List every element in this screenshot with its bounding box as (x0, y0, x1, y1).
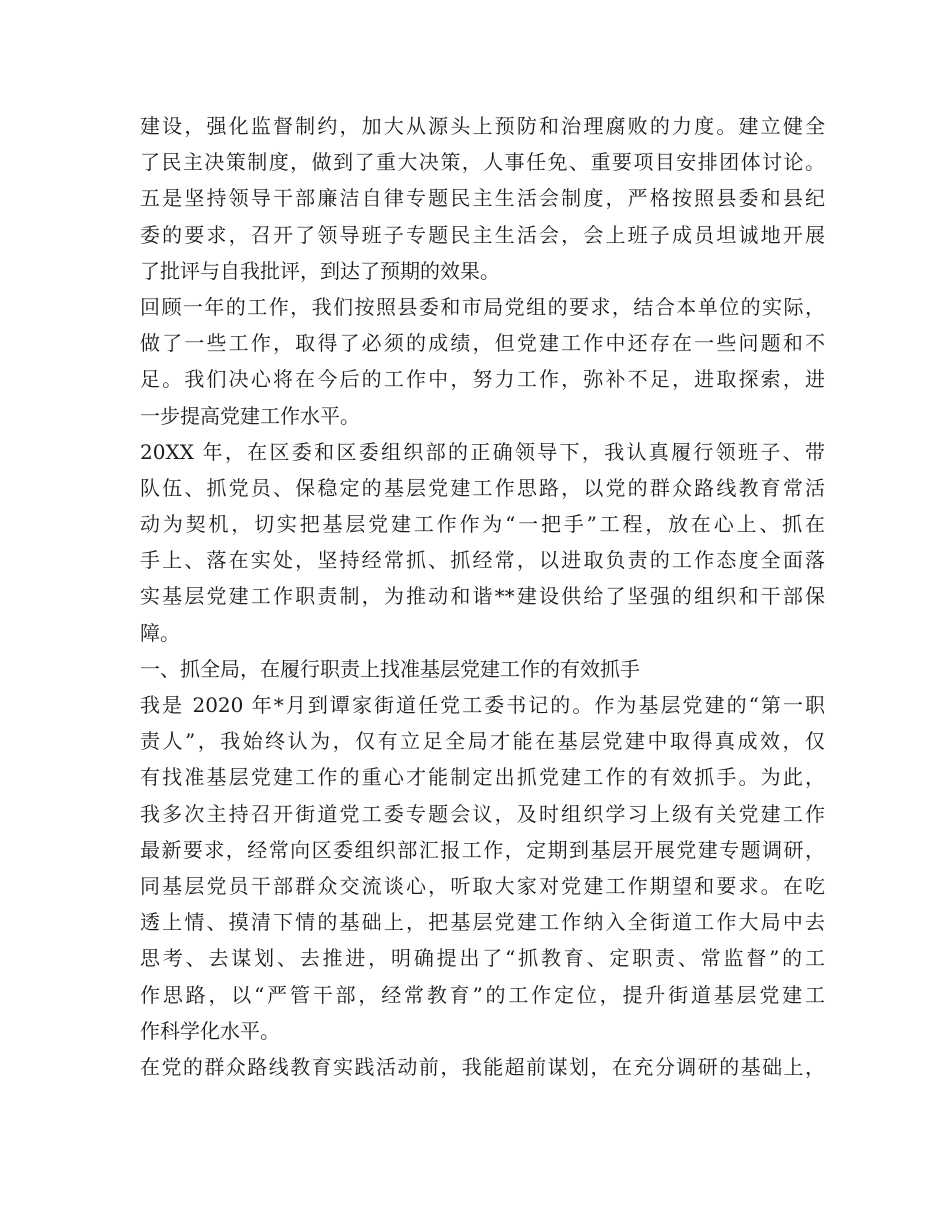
text-line: 20XX 年，在区委和区委组织部的正确领导下，我认真履行领班子、带 (140, 439, 825, 464)
text-line: 同基层党员干部群众交流谈心，听取大家对党建工作期望和要求。在吃 (140, 873, 825, 898)
text-line: 思考、去谋划、去推进，明确提出了“抓教育、定职责、常监督”的工 (140, 946, 825, 971)
text-line: 足。我们决心将在今后的工作中，努力工作，弥补不足，进取探索，进 (140, 367, 825, 392)
text-line: 一步提高党建工作水平。 (140, 403, 360, 428)
text-line: 五是坚持领导干部廉洁自律专题民主生活会制度，严格按照县委和县纪 (140, 186, 825, 211)
text-line: 委的要求，召开了领导班子专题民主生活会，会上班子成员坦诚地开展 (140, 222, 825, 247)
text-line: 实基层党建工作职责制，为推动和谐**建设供给了坚强的组织和干部保 (140, 584, 825, 609)
text-line: 手上、落在实处，坚持经常抓、抓经常，以进取负责的工作态度全面落 (140, 548, 825, 573)
text-line: 我是 2020 年*月到谭家街道任党工委书记的。作为基层党建的“第一职 (140, 693, 825, 717)
text-line: 建设，强化监督制约，加大从源头上预防和治理腐败的力度。建立健全 (140, 114, 825, 138)
document-body (140, 108, 825, 1085)
text-line: 回顾一年的工作，我们按照县委和市局党组的要求，结合本单位的实际， (140, 294, 825, 319)
text-line: 透上情、摸清下情的基础上，把基层党建工作纳入全街道工作大局中去 (140, 910, 825, 935)
text-line: 一、抓全局，在履行职责上找准基层党建工作的有效抓手 (140, 656, 640, 681)
text-line: 最新要求，经常向区委组织部汇报工作，定期到基层开展党建专题调研， (140, 837, 825, 862)
text-line: 责人”，我始终认为，仅有立足全局才能在基层党建中取得真成效，仅 (140, 729, 825, 754)
text-line: 了民主决策制度，做到了重大决策，人事任免、重要项目安排团体讨论。 (140, 150, 825, 175)
text-line: 动为契机，切实把基层党建工作作为“一把手”工程，放在心上、抓在 (140, 512, 825, 537)
text-line: 有找准基层党建工作的重心才能制定出抓党建工作的有效抓手。为此， (140, 765, 825, 790)
text-line: 队伍、抓党员、保稳定的基层党建工作思路，以党的群众路线教育常活 (140, 475, 825, 500)
text-line: 了批评与自我批评，到达了预期的效果。 (140, 258, 500, 283)
text-line: 作思路，以“严管干部，经常教育”的工作定位，提升街道基层党建工 (140, 982, 825, 1007)
text-line: 在党的群众路线教育实践活动前，我能超前谋划，在充分调研的基础上， (140, 1054, 825, 1079)
text-line: 做了一些工作，取得了必须的成绩，但党建工作中还存在一些问题和不 (140, 331, 825, 356)
text-line: 障。 (140, 620, 180, 645)
text-line: 我多次主持召开街道党工委专题会议，及时组织学习上级有关党建工作 (140, 801, 825, 826)
text-line: 作科学化水平。 (140, 1018, 280, 1043)
